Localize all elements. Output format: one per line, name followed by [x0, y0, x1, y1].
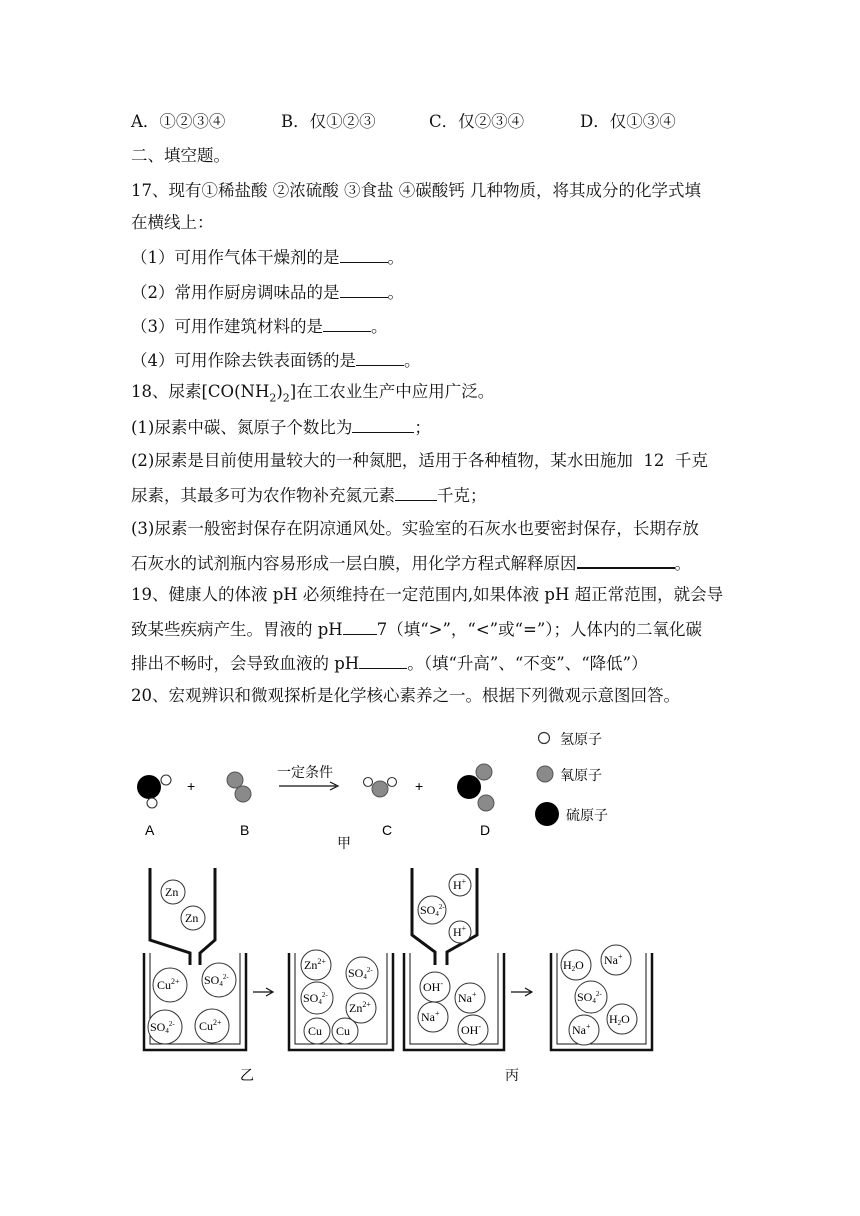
legend-hydrogen: 氢原子: [560, 731, 602, 747]
answer-blank[interactable]: [577, 551, 675, 569]
oxygen-atom-icon: [537, 766, 553, 782]
beaker-yi-after: [289, 950, 393, 1050]
svg-text:H+: H+: [453, 877, 467, 892]
q19-line2: 致某些疾病产生。胃液的 pH 7（填“>”，“<”或“=”）；人体内的二氧化碳: [131, 620, 703, 639]
q18-part3-line2: 石灰水的试剂瓶内容易形成一层白膜，用化学方程式解释原因 。: [131, 551, 691, 575]
beaker-bing-after: [551, 945, 652, 1050]
svg-text:H2O: H2O: [609, 1012, 630, 1027]
beaker-bing-before: [404, 868, 504, 1050]
q17-sub4: （4）可用作除去铁表面锈的是 。: [131, 351, 421, 370]
hydrogen-atom-icon: [539, 733, 550, 744]
label-jia: 甲: [337, 835, 351, 851]
q18-part2-line2: 尿素，其最多可为农作物补充氮元素 千克；: [131, 486, 487, 505]
reaction-jia: [137, 764, 494, 851]
svg-text:Na+: Na+: [458, 990, 477, 1005]
svg-text:SO42-: $SO4^{2-}$: [303, 991, 328, 1006]
molecule-c: [364, 778, 397, 798]
q18-part3-line1: (3)尿素一般密封保存在阴凉通风处。实验室的石灰水也要密封保存，长期存放: [131, 519, 699, 538]
molecule-d: [457, 764, 494, 811]
answer-blank[interactable]: [356, 349, 404, 366]
q18-title: 18、尿素$[CO(NH_2)_2]$在工农业生产中应用广泛。: [131, 382, 495, 405]
label-bing: 丙: [505, 1067, 519, 1083]
answer-blank[interactable]: [340, 246, 388, 263]
q17-stem-line1: 17、现有①稀盐酸 ②浓硫酸 ③食盐 ④碳酸钙 几种物质，将其成分的化学式填: [131, 181, 701, 200]
answer-blank[interactable]: [323, 315, 371, 332]
option-b: B．仅①②③: [281, 112, 376, 131]
svg-text:Na+: Na+: [421, 1009, 440, 1024]
molecule-b: [227, 772, 251, 802]
legend-sulfur: 硫原子: [566, 807, 608, 823]
q19-line1: 19、健康人的体液 pH 必须维持在一定范围内,如果体液 pH 超正常范围，就会导: [131, 585, 724, 604]
q19-line3: 排出不畅时，会导致血液的 pH 。（填“升高”、“不变”、“降低”）: [131, 654, 648, 673]
plus-sign: +: [415, 778, 424, 794]
label-a: A: [145, 822, 155, 838]
svg-text:OH-: OH-: [461, 1022, 482, 1037]
svg-text:H2O: H2O: [563, 958, 584, 973]
label-c: C: [382, 822, 393, 838]
svg-text:Zn2+: $Zn^{2+}$: [349, 1000, 371, 1015]
svg-text:SO42-: $SO4^{2-}$: [577, 990, 602, 1005]
svg-text:Na+: Na+: [604, 952, 623, 967]
svg-text:Cu2+: $Cu^{2+}$: [157, 977, 180, 992]
svg-text:Cu: Cu: [336, 1024, 351, 1038]
option-c: C．仅②③④: [429, 112, 525, 131]
condition-label: 一定条件: [277, 764, 333, 780]
svg-text:SO42-: $SO4^{2-}$: [348, 966, 373, 981]
arrow-icon: [511, 988, 532, 996]
svg-text:Zn: Zn: [165, 885, 179, 899]
q17-sub2: （2）常用作厨房调味品的是 。: [131, 283, 404, 302]
answer-blank[interactable]: [395, 484, 437, 501]
arrow-icon: [253, 988, 273, 996]
svg-text:SO42-: $SO4^{2-}$: [150, 1020, 175, 1035]
q20-line1: 20、宏观辨识和微观探析是化学核心素养之一。根据下列微观示意图回答。: [131, 686, 680, 705]
svg-text:Zn2+: $Zn^{2+}$: [304, 957, 326, 972]
svg-text:H+: H+: [453, 924, 467, 939]
q17-stem-line2: 在横线上：: [131, 213, 214, 232]
svg-text:OH-: OH-: [423, 979, 444, 994]
label-d: D: [480, 822, 491, 838]
svg-text:Cu2+: $Cu^{2+}$: [199, 1018, 222, 1033]
molecule-a: [137, 775, 171, 808]
q18-part1: (1)尿素中碳、氮原子个数比为 ；: [131, 418, 431, 437]
answer-blank[interactable]: [343, 618, 377, 635]
option-d: D．仅①③④: [580, 112, 676, 131]
svg-text:SO42-: $SO4^{2-}$: [420, 903, 445, 918]
sulfur-atom-icon: [535, 802, 559, 826]
option-a: A．①②③④: [131, 112, 226, 131]
section-title: 二、填空题。: [131, 146, 230, 165]
legend-oxygen: 氧原子: [560, 767, 602, 783]
microscopic-diagram: [0, 720, 860, 1140]
beaker-yi-before: [144, 868, 246, 1050]
answer-blank[interactable]: [359, 652, 407, 669]
answer-blank[interactable]: [352, 416, 414, 433]
plus-sign: +: [187, 778, 196, 794]
answer-blank[interactable]: [340, 281, 388, 298]
label-b: B: [240, 822, 250, 838]
svg-text:Zn: Zn: [185, 911, 199, 925]
q17-sub1: （1）可用作气体干燥剂的是 。: [131, 248, 404, 267]
q17-sub3: （3）可用作建筑材料的是 。: [131, 317, 388, 336]
svg-text:SO42-: $SO4^{2-}$: [204, 973, 229, 988]
svg-text:Na+: Na+: [572, 1022, 591, 1037]
legend: [535, 731, 608, 826]
label-yi: 乙: [240, 1067, 254, 1083]
q18-part2-line1: (2)尿素是目前使用量较大的一种氮肥，适用于各种植物，某水田施加 12 千克: [131, 451, 708, 470]
svg-text:Cu: Cu: [308, 1024, 323, 1038]
